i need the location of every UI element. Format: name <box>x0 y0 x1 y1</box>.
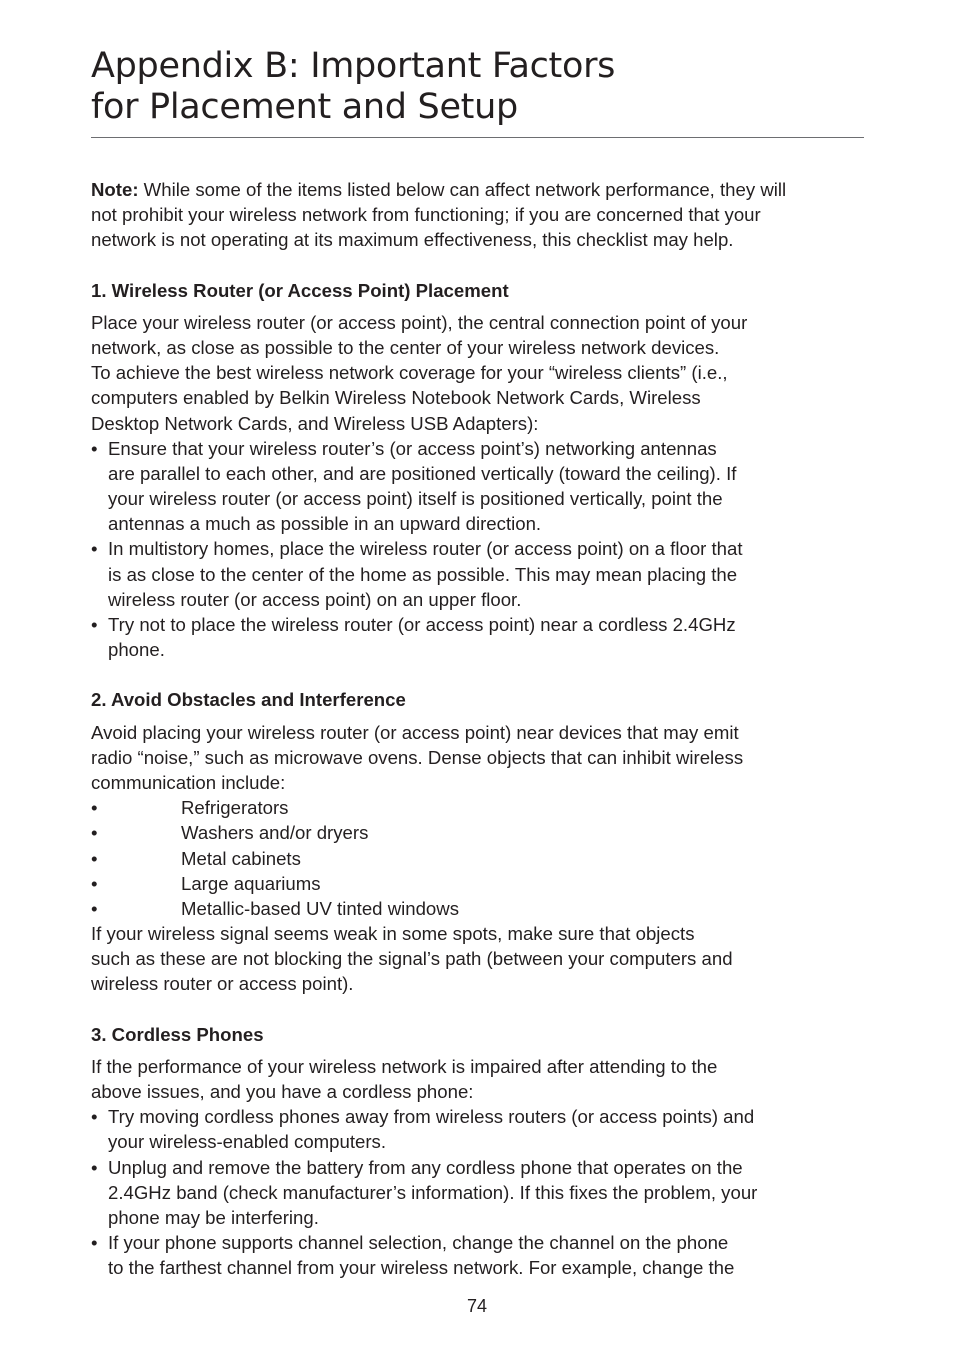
list-item <box>91 820 871 845</box>
paragraph-line: computers enabled by Belkin Wireless Notebook Network Cards, Wireless <box>91 387 701 409</box>
bullet-line: Ensure that your wireless router’s (or access point’s) networking antennas <box>108 437 717 459</box>
bullet-marker: • <box>91 614 98 635</box>
note-text: While some of the items listed below can affect network performance, they will <box>138 179 787 200</box>
paragraph-line: radio “noise,” such as microwave ovens. Dense objects that can inhibit wireless <box>91 746 744 768</box>
paragraph-line: wireless router or access point). <box>91 973 354 995</box>
bullet-item <box>91 1155 871 1231</box>
bullet-line: phone may be interfering. <box>108 1206 319 1228</box>
bullet-item <box>91 612 871 662</box>
bullet-line: are parallel to each other, and are positioned vertically (toward the ceiling). If <box>108 462 737 484</box>
list-item-text: Metallic-based UV tinted windows <box>181 897 459 919</box>
bullet-marker: • <box>91 538 98 560</box>
note-line: network is not operating at its maximum effectiveness, this checklist may help. <box>91 229 734 251</box>
page-title-line-2: for Placement and Setup <box>91 87 518 127</box>
list-item-text: Metal cabinets <box>181 847 301 869</box>
bullet-line: 2.4GHz band (check manufacturer’s information). If this fixes the problem, your <box>108 1181 758 1203</box>
bullet-line: to the farthest channel from your wireless network. For example, change the <box>108 1257 735 1279</box>
document-body <box>91 177 871 1281</box>
section-heading: 1. Wireless Router (or Access Point) Placement <box>91 279 509 301</box>
note-paragraph <box>91 177 871 253</box>
bullet-item <box>91 536 871 612</box>
bullet-line: Try not to place the wireless router (or access point) near a cordless 2.4GHz <box>108 614 736 635</box>
bullet-marker: • <box>91 797 98 819</box>
paragraph-line: above issues, and you have a cordless phone: <box>91 1081 474 1102</box>
title-divider <box>91 137 864 138</box>
bullet-line: is as close to the center of the home as possible. This may mean placing the <box>108 563 738 585</box>
list-item-text: Washers and/or dryers <box>181 822 369 844</box>
list-item <box>91 795 871 820</box>
note-line <box>91 177 871 202</box>
paragraph-line: To achieve the best wireless network coverage for your “wireless clients” (i.e., <box>91 362 728 384</box>
bullet-marker: • <box>91 847 98 869</box>
bullet-line: Try moving cordless phones away from wireless routers (or access points) and <box>108 1106 755 1128</box>
list-item-text: Refrigerators <box>181 797 289 819</box>
page-title <box>91 46 864 128</box>
bullet-marker: • <box>91 897 98 919</box>
bullet-marker: • <box>91 1106 98 1128</box>
bullet-marker: • <box>91 437 98 459</box>
bullet-item <box>91 436 871 537</box>
note-label: Note: <box>91 179 139 200</box>
section-paragraph <box>91 720 871 796</box>
section-heading: 2. Avoid Obstacles and Interference <box>91 689 406 711</box>
paragraph-line: If your wireless signal seems weak in some spots, make sure that objects <box>91 923 695 945</box>
bullet-line: wireless router (or access point) on an upper floor. <box>108 588 522 610</box>
bullet-marker: • <box>91 872 98 894</box>
page-number: 74 <box>466 1296 488 1316</box>
bullet-line: phone. <box>108 639 165 661</box>
note-line: not prohibit your wireless network from functioning; if you are concerned that your <box>91 204 761 226</box>
bullet-line: If your phone supports channel selection, change the channel on the phone <box>108 1232 729 1254</box>
list-item-text: Large aquariums <box>181 872 321 894</box>
bullet-line: your wireless router (or access point) itself is positioned vertically, point the <box>108 488 723 510</box>
bullet-line: your wireless-enabled computers. <box>108 1131 386 1153</box>
bullet-line: Unplug and remove the battery from any cordless phone that operates on the <box>108 1156 743 1178</box>
bullet-marker: • <box>91 1232 98 1254</box>
paragraph-line: Place your wireless router (or access point), the central connection point of your <box>91 311 748 333</box>
bullet-line: In multistory homes, place the wireless router (or access point) on a floor that <box>108 538 743 560</box>
list-item <box>91 896 871 921</box>
bullet-item <box>91 1230 871 1280</box>
paragraph-line: Desktop Network Cards, and Wireless USB Adapters): <box>91 412 539 434</box>
bullet-line: antennas a much as possible in an upward direction. <box>108 513 542 535</box>
section-heading: 3. Cordless Phones <box>91 1023 264 1045</box>
page-title-line-1: Appendix B: Important Factors <box>91 46 616 86</box>
list-item <box>91 846 871 871</box>
paragraph-line: communication include: <box>91 771 286 793</box>
paragraph-line: If the performance of your wireless network is impaired after attending to the <box>91 1055 718 1077</box>
section-paragraph <box>91 921 871 997</box>
paragraph-line: such as these are not blocking the signal’s path (between your computers and <box>91 948 733 970</box>
section-paragraph <box>91 310 871 436</box>
section-paragraph <box>91 1054 871 1104</box>
bullet-marker: • <box>91 822 98 844</box>
list-item <box>91 871 871 896</box>
bullet-item <box>91 1104 871 1154</box>
paragraph-line: Avoid placing your wireless router (or access point) near devices that may emit <box>91 721 739 743</box>
paragraph-line: network, as close as possible to the center of your wireless network devices. <box>91 336 720 358</box>
bullet-marker: • <box>91 1156 98 1178</box>
